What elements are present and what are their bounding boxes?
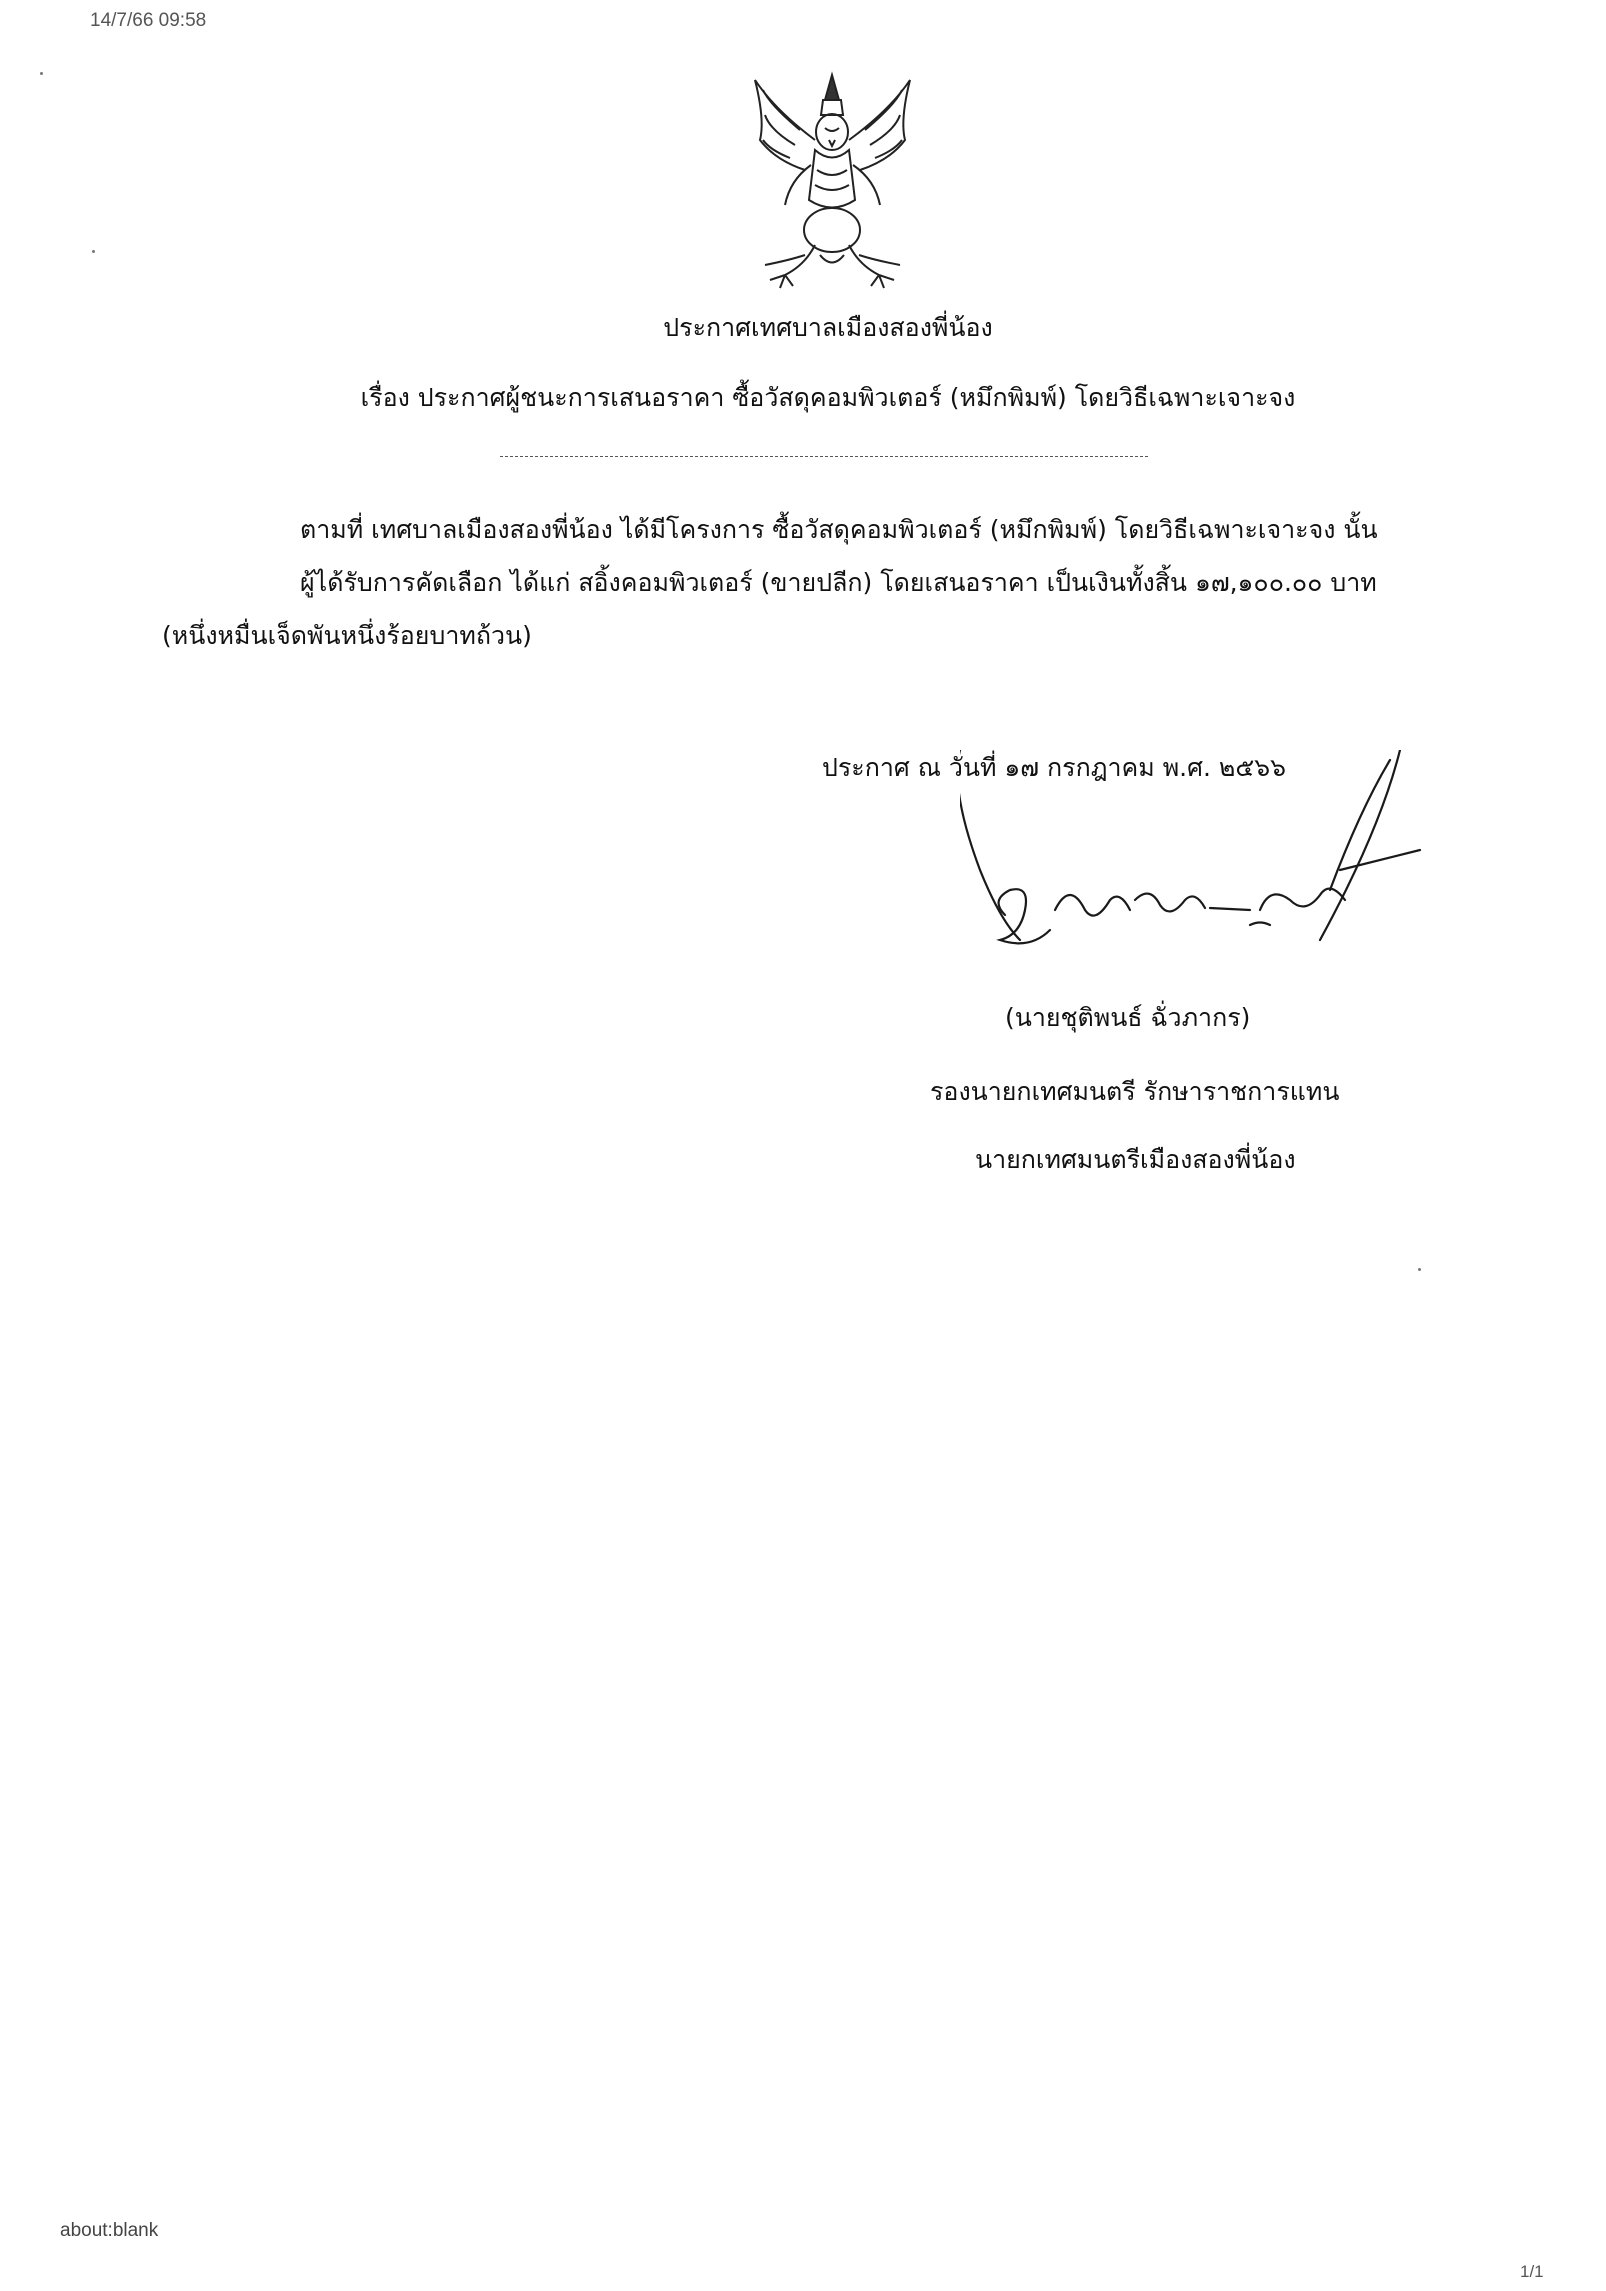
body-line-2: ผู้ได้รับการคัดเลือก ได้แก่ สอิ้งคอมพิวเตอร์ (ขายปลีก) โดยเสนอราคา เป็นเงินทั้งสิ้น ๑๗,๑๐๐.๐๐ บาท bbox=[300, 568, 1377, 597]
print-url: about:blank bbox=[60, 2220, 159, 2241]
signatory-position-2: นายกเทศมนตรีเมืองสองพี่น้อง bbox=[975, 1145, 1296, 1174]
scan-speck bbox=[92, 250, 95, 253]
body-line-1: ตามที่ เทศบาลเมืองสองพี่น้อง ได้มีโครงการ ซื้อวัสดุคอมพิวเตอร์ (หมึกพิมพ์) โดยวิธีเฉพาะเจาะจง นั้น bbox=[300, 515, 1378, 544]
scan-speck bbox=[40, 72, 43, 75]
announcement-subject: เรื่อง ประกาศผู้ชนะการเสนอราคา ซื้อวัสดุคอมพิวเตอร์ (หมึกพิมพ์) โดยวิธีเฉพาะเจาะจง bbox=[360, 383, 1296, 412]
body-line-3: (หนึ่งหมื่นเจ็ดพันหนึ่งร้อยบาทถ้วน) bbox=[162, 621, 532, 650]
print-page-number: 1/1 bbox=[1520, 2262, 1544, 2281]
announcement-date: ประกาศ ณ วันที่ ๑๗ กรกฎาคม พ.ศ. ๒๕๖๖ bbox=[822, 753, 1287, 782]
signatory-name: (นายชุติพนธ์ ฉั่วภากร) bbox=[1005, 1003, 1251, 1032]
garuda-emblem-icon bbox=[745, 70, 920, 295]
title-divider bbox=[500, 456, 1148, 457]
handwritten-signature bbox=[960, 750, 1430, 980]
print-timestamp: 14/7/66 09:58 bbox=[90, 10, 207, 31]
announcement-title: ประกาศเทศบาลเมืองสองพี่น้อง bbox=[663, 313, 993, 342]
signatory-position-1: รองนายกเทศมนตรี รักษาราชการแทน bbox=[930, 1077, 1340, 1106]
scan-speck bbox=[1418, 1268, 1421, 1271]
